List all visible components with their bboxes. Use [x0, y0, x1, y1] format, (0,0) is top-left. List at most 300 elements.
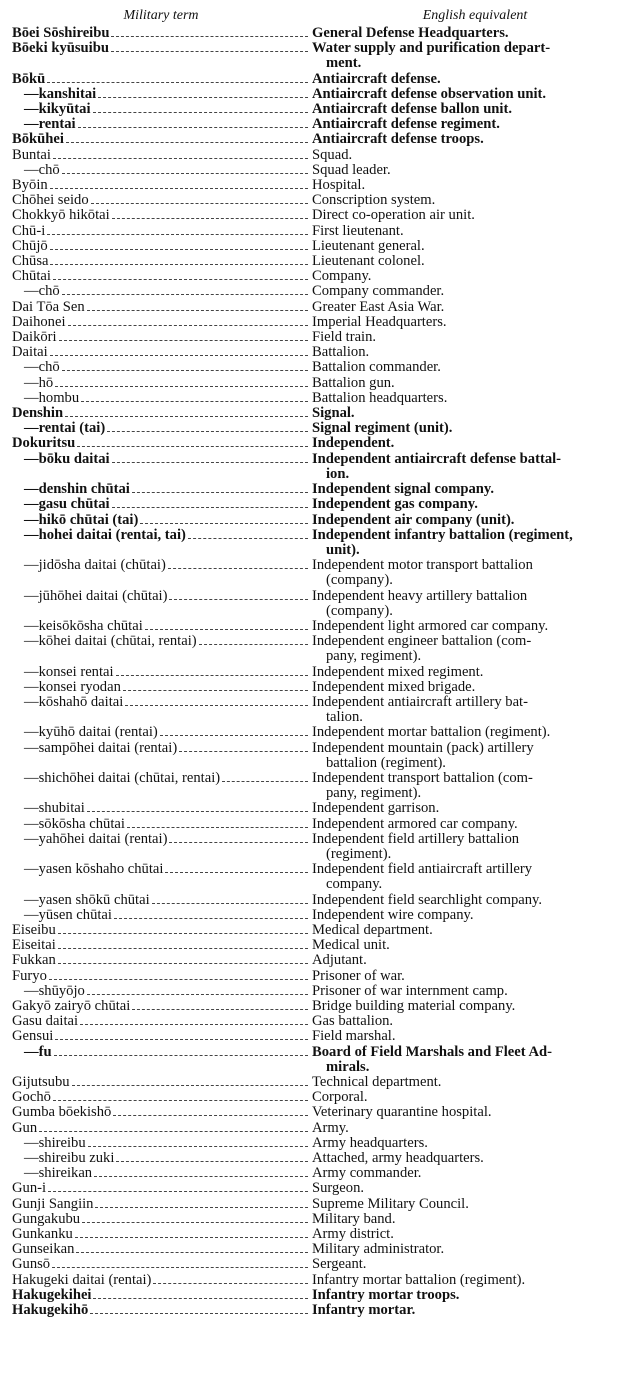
leader-dots: [116, 1161, 308, 1162]
military-term: Gasu daitai: [12, 1014, 79, 1030]
leader-dots: [62, 370, 308, 371]
term-cell: [12, 634, 312, 649]
military-term: —yahōhei daitai (rentai): [24, 831, 168, 847]
definition-line: Infantry mortar battalion (regiment).: [312, 1271, 526, 1288]
glossary-entry: [12, 224, 630, 239]
english-equivalent: [312, 1029, 630, 1044]
definition-line: Antiaircraft defense ballon unit.: [312, 101, 512, 118]
term-cell: [12, 832, 312, 847]
english-equivalent: [312, 406, 630, 421]
definition-continuation: company.: [326, 876, 383, 893]
definition-line: Independent field searchlight company.: [312, 891, 543, 908]
english-equivalent: [312, 1151, 630, 1166]
glossary-entry: [12, 482, 630, 497]
leader-dots: [111, 51, 308, 52]
glossary-entry: [12, 436, 630, 451]
military-term: Daikōri: [12, 330, 57, 346]
term-cell: [12, 513, 312, 528]
military-term: Gunkanku: [12, 1227, 73, 1243]
english-equivalent: [312, 999, 630, 1014]
military-term: —yasen shōkū chūtai: [24, 892, 150, 908]
military-term: —konsei rentai: [24, 664, 114, 680]
definition-line: Independent mixed brigade.: [312, 678, 476, 695]
leader-dots: [113, 1115, 308, 1116]
term-cell: [12, 862, 312, 877]
english-equivalent-header: English equivalent: [422, 8, 528, 23]
military-term: Bōkūhei: [12, 132, 64, 148]
term-cell: [12, 254, 312, 269]
definition-line: Battalion headquarters.: [312, 389, 448, 406]
military-term: —kōhei daitai (chūtai, rentai): [24, 634, 197, 650]
leader-dots: [179, 751, 308, 752]
english-equivalent: [312, 680, 630, 695]
definition-continuation: unit).: [326, 541, 360, 558]
military-term: Gumba bōekishō: [12, 1105, 112, 1121]
leader-dots: [55, 1039, 308, 1040]
glossary-entry: [12, 300, 630, 315]
english-equivalent: [312, 1242, 630, 1257]
english-equivalent: [312, 558, 630, 588]
term-cell: [12, 893, 312, 908]
military-term: Chūtai: [12, 269, 51, 285]
definition-line: Prisoner of war.: [312, 967, 405, 984]
glossary-entry: [12, 421, 630, 436]
military-term: Gun: [12, 1120, 38, 1136]
glossary-entry: [12, 969, 630, 984]
english-equivalent: [312, 1136, 630, 1151]
definition-line: Independent engineer battalion (com-: [312, 633, 532, 650]
english-equivalent: [312, 528, 630, 558]
leader-dots: [50, 264, 308, 265]
term-cell: [12, 72, 312, 87]
english-equivalent: [312, 26, 630, 41]
glossary-entry: [12, 832, 630, 862]
term-cell: [12, 1303, 312, 1318]
definition-line: Antiaircraft defense.: [312, 70, 441, 87]
glossary-entry: [12, 893, 630, 908]
military-term: —yūsen chūtai: [24, 907, 112, 923]
term-cell: [12, 208, 312, 223]
definition-line: Surgeon.: [312, 1180, 365, 1197]
term-cell: [12, 589, 312, 604]
leader-dots: [53, 279, 308, 280]
military-term-header: Military term: [123, 8, 199, 23]
leader-dots: [87, 310, 308, 311]
glossary-entry: [12, 801, 630, 816]
english-equivalent: [312, 771, 630, 801]
glossary-entry: [12, 132, 630, 147]
leader-dots: [68, 325, 309, 326]
military-term: Bōeki kyūsuibu: [12, 41, 109, 57]
leader-dots: [58, 933, 308, 934]
english-equivalent: [312, 421, 630, 436]
leader-dots: [168, 568, 308, 569]
definition-line: Squad.: [312, 146, 353, 163]
military-term: Furyo: [12, 968, 47, 984]
definition-line: Medical department.: [312, 921, 433, 938]
military-term: —yasen kōshaho chūtai: [24, 862, 164, 878]
term-cell: [12, 1257, 312, 1272]
leader-dots: [58, 963, 308, 964]
glossary-entry: [12, 117, 630, 132]
term-cell: [12, 376, 312, 391]
glossary-entry: [12, 1212, 630, 1227]
definition-continuation: (company).: [326, 572, 393, 589]
leader-dots: [114, 918, 308, 919]
glossary-entry: [12, 953, 630, 968]
definition-line: Imperial Headquarters.: [312, 313, 447, 330]
military-term: Gakyō zairyō chūtai: [12, 999, 131, 1014]
glossary-entry: [12, 497, 630, 512]
military-term: —chō: [24, 162, 60, 178]
glossary-entry: [12, 360, 630, 375]
term-cell: [12, 360, 312, 375]
leader-dots: [48, 1191, 308, 1192]
leader-dots: [50, 188, 308, 189]
term-cell: [12, 1273, 312, 1288]
definition-line: Independent signal company.: [312, 481, 495, 498]
definition-line: Adjutant.: [312, 952, 367, 969]
term-cell: [12, 908, 312, 923]
glossary-entry: [12, 1303, 630, 1318]
term-cell: [12, 41, 312, 56]
definition-line: Infantry mortar.: [312, 1302, 416, 1319]
military-term: —denshin chūtai: [24, 482, 130, 498]
military-term: Dai Tōa Sen: [12, 299, 85, 315]
term-cell: [12, 999, 312, 1014]
leader-dots: [65, 416, 308, 417]
definition-line: First lieutenant.: [312, 222, 404, 239]
english-equivalent: [312, 1288, 630, 1303]
glossary-entry: [12, 938, 630, 953]
definition-line: Independent field artillery battalion: [312, 830, 520, 847]
definition-line: Attached, army headquarters.: [312, 1150, 484, 1167]
term-cell: [12, 436, 312, 451]
leader-dots: [62, 294, 308, 295]
definition-line: Signal.: [312, 405, 355, 422]
english-equivalent: [312, 163, 630, 178]
leader-dots: [93, 1298, 308, 1299]
definition-continuation: pany, regiment).: [326, 648, 422, 665]
leader-dots: [80, 1024, 308, 1025]
military-term: Denshin: [12, 406, 64, 422]
definition-line: Field train.: [312, 329, 377, 346]
glossary-entry: [12, 680, 630, 695]
term-cell: [12, 117, 312, 132]
military-term: Hakugekihei: [12, 1287, 92, 1303]
military-term: —kikyūtai: [24, 102, 91, 118]
military-term: —jidōsha daitai (chūtai): [24, 558, 166, 574]
english-equivalent: [312, 208, 630, 223]
leader-dots: [107, 431, 308, 432]
glossary-entry: [12, 1197, 630, 1212]
english-equivalent: [312, 300, 630, 315]
glossary-entry: [12, 513, 630, 528]
english-equivalent: [312, 1181, 630, 1196]
english-equivalent: [312, 239, 630, 254]
glossary-entry: [12, 923, 630, 938]
leader-dots: [112, 507, 308, 508]
military-term: Chūsa: [12, 254, 49, 270]
definition-line: Lieutenant colonel.: [312, 253, 425, 270]
english-equivalent: [312, 132, 630, 147]
definition-line: Veterinary quarantine hospital.: [312, 1104, 492, 1121]
glossary-entry: [12, 1075, 630, 1090]
military-term: Eiseitai: [12, 938, 56, 954]
term-cell: [12, 665, 312, 680]
column-headers: [12, 6, 630, 26]
leader-dots: [59, 340, 308, 341]
definition-line: Supreme Military Council.: [312, 1195, 469, 1212]
military-term: Fukkan: [12, 953, 56, 969]
english-equivalent: [312, 984, 630, 999]
definition-line: Independent transport battalion (com-: [312, 769, 533, 786]
term-cell: [12, 239, 312, 254]
definition-line: Prisoner of war internment camp.: [312, 982, 508, 999]
glossary-entry: [12, 41, 630, 71]
leader-dots: [98, 97, 308, 98]
military-term: Eiseibu: [12, 922, 56, 938]
military-term: Daihonei: [12, 314, 66, 330]
english-equivalent: [312, 1257, 630, 1272]
definition-line: Gas battalion.: [312, 1013, 394, 1030]
term-cell: [12, 1105, 312, 1120]
leader-dots: [78, 127, 308, 128]
military-term: —hombu: [24, 390, 80, 406]
english-equivalent: [312, 330, 630, 345]
term-cell: [12, 1075, 312, 1090]
leader-dots: [47, 234, 308, 235]
glossary-entry: [12, 528, 630, 558]
leader-dots: [88, 1146, 308, 1147]
term-cell: [12, 391, 312, 406]
military-term: —rentai: [24, 117, 76, 133]
definition-line: Army.: [312, 1119, 349, 1136]
english-equivalent: [312, 938, 630, 953]
definition-continuation: battalion (regiment).: [326, 754, 446, 771]
military-term: Byōin: [12, 178, 48, 194]
term-cell: [12, 163, 312, 178]
term-cell: [12, 452, 312, 467]
military-term: Chokkyō hikōtai: [12, 208, 110, 224]
english-equivalent: [312, 513, 630, 528]
definition-line: Independent gas company.: [312, 496, 478, 513]
term-cell: [12, 315, 312, 330]
glossary-entry: [12, 1151, 630, 1166]
english-equivalent: [312, 953, 630, 968]
leader-dots: [153, 1283, 308, 1284]
leader-dots: [116, 675, 308, 676]
term-cell: [12, 725, 312, 740]
term-cell: [12, 771, 312, 786]
english-equivalent: [312, 725, 630, 740]
definition-line: Corporal.: [312, 1089, 368, 1106]
definition-line: Conscription system.: [312, 192, 436, 209]
term-cell: [12, 132, 312, 147]
term-cell: [12, 817, 312, 832]
glossary-entry: [12, 725, 630, 740]
glossary-entry: [12, 1242, 630, 1257]
glossary-entry: [12, 1288, 630, 1303]
term-cell: [12, 1045, 312, 1060]
english-equivalent: [312, 452, 630, 482]
military-term: Hakugeki daitai (rentai): [12, 1272, 152, 1288]
definition-line: Independent mortar battalion (regiment).: [312, 724, 551, 741]
military-term: —shichōhei daitai (chūtai, rentai): [24, 770, 221, 786]
glossary-entry: [12, 254, 630, 269]
english-equivalent: [312, 832, 630, 862]
glossary-entry: [12, 1181, 630, 1196]
military-term: Gunseikan: [12, 1242, 75, 1258]
definition-continuation: talion.: [326, 709, 363, 726]
leader-dots: [169, 599, 308, 600]
leader-dots: [222, 781, 308, 782]
glossary-entry: [12, 1227, 630, 1242]
glossary-entry: [12, 87, 630, 102]
glossary-entry: [12, 984, 630, 999]
definition-line: Independent heavy artillery battalion: [312, 587, 528, 604]
definition-line: Hospital.: [312, 177, 366, 194]
term-cell: [12, 695, 312, 710]
term-cell: [12, 102, 312, 117]
military-term: Gijutsubu: [12, 1075, 70, 1091]
definition-line: Company.: [312, 268, 372, 285]
english-equivalent: [312, 254, 630, 269]
glossary-entry: [12, 26, 630, 41]
definition-line: Antiaircraft defense regiment.: [312, 116, 500, 133]
english-equivalent: [312, 269, 630, 284]
military-term: Gunji Sangiin: [12, 1196, 94, 1212]
glossary-entry: [12, 178, 630, 193]
term-cell: [12, 345, 312, 360]
term-cell: [12, 984, 312, 999]
definition-line: Military administrator.: [312, 1241, 445, 1258]
leader-dots: [127, 827, 308, 828]
glossary-entry: [12, 558, 630, 588]
definition-line: Board of Field Marshals and Fleet Ad-: [312, 1043, 552, 1060]
glossary-entry: [12, 741, 630, 771]
definition-line: Antiaircraft defense observation unit.: [312, 85, 547, 102]
glossary-entry: [12, 330, 630, 345]
glossary-entry: [12, 999, 630, 1014]
leader-dots: [188, 538, 308, 539]
military-term: —chō: [24, 284, 60, 300]
military-term: Chōhei seido: [12, 193, 89, 209]
leader-dots: [75, 1237, 308, 1238]
leader-dots: [91, 203, 308, 204]
english-equivalent: [312, 801, 630, 816]
definition-line: Independent mixed regiment.: [312, 663, 484, 680]
english-equivalent: [312, 1121, 630, 1136]
leader-dots: [199, 644, 308, 645]
definition-line: Technical department.: [312, 1074, 442, 1091]
leader-dots: [112, 218, 308, 219]
english-equivalent: [312, 1105, 630, 1120]
term-cell: [12, 1029, 312, 1044]
military-term: —konsei ryodan: [24, 679, 121, 695]
english-equivalent: [312, 1014, 630, 1029]
military-term: —keisōkōsha chūtai: [24, 618, 143, 634]
definition-line: Army district.: [312, 1226, 394, 1243]
military-term: —kanshitai: [24, 86, 97, 102]
glossary-entry: [12, 1029, 630, 1044]
military-term: Gunsō: [12, 1257, 51, 1273]
definition-line: Signal regiment (unit).: [312, 420, 453, 437]
definition-line: Sergeant.: [312, 1256, 367, 1273]
definition-line: Battalion commander.: [312, 359, 441, 376]
term-cell: [12, 1197, 312, 1212]
term-cell: [12, 224, 312, 239]
english-equivalent: [312, 376, 630, 391]
military-term: Bōkū: [12, 71, 46, 87]
glossary-entry: [12, 315, 630, 330]
military-term: —shūyōjo: [24, 983, 85, 999]
military-term: —bōku daitai: [24, 451, 110, 467]
term-cell: [12, 148, 312, 163]
term-cell: [12, 1212, 312, 1227]
leader-dots: [72, 1085, 308, 1086]
term-cell: [12, 1166, 312, 1181]
leader-dots: [66, 142, 308, 143]
glossary-entry: [12, 1014, 630, 1029]
english-equivalent: [312, 102, 630, 117]
leader-dots: [140, 523, 308, 524]
military-term: Gensui: [12, 1029, 54, 1045]
glossary-entry: [12, 1166, 630, 1181]
leader-dots: [87, 811, 308, 812]
glossary-entry: [12, 163, 630, 178]
glossary-entry: [12, 208, 630, 223]
term-cell: [12, 1136, 312, 1151]
term-cell: [12, 330, 312, 345]
military-term: Dokuritsu: [12, 436, 76, 452]
leader-dots: [87, 994, 308, 995]
term-cell: [12, 497, 312, 512]
glossary-entry: [12, 406, 630, 421]
term-cell: [12, 284, 312, 299]
term-cell: [12, 953, 312, 968]
leader-dots: [50, 355, 308, 356]
leader-dots: [53, 158, 308, 159]
definition-continuation: (regiment).: [326, 845, 392, 862]
term-cell: [12, 801, 312, 816]
military-term: —fu: [24, 1044, 52, 1060]
military-term: Hakugekihō: [12, 1303, 89, 1319]
military-term: —shireibu zuki: [24, 1151, 115, 1167]
term-cell: [12, 1151, 312, 1166]
english-equivalent: [312, 1166, 630, 1181]
english-equivalent: [312, 193, 630, 208]
definition-line: Independent.: [312, 435, 395, 452]
term-cell: [12, 26, 312, 41]
term-cell: [12, 300, 312, 315]
leader-dots: [81, 401, 308, 402]
english-equivalent: [312, 482, 630, 497]
term-cell: [12, 741, 312, 756]
term-cell: [12, 178, 312, 193]
term-cell: [12, 558, 312, 573]
military-term: —hikō chūtai (tai): [24, 512, 139, 528]
english-equivalent: [312, 893, 630, 908]
leader-dots: [123, 690, 308, 691]
military-term: Bōei Sōshireibu: [12, 26, 110, 41]
leader-dots: [145, 629, 308, 630]
english-equivalent: [312, 315, 630, 330]
english-equivalent: [312, 589, 630, 619]
english-equivalent: [312, 969, 630, 984]
leader-dots: [152, 903, 308, 904]
term-cell: [12, 193, 312, 208]
